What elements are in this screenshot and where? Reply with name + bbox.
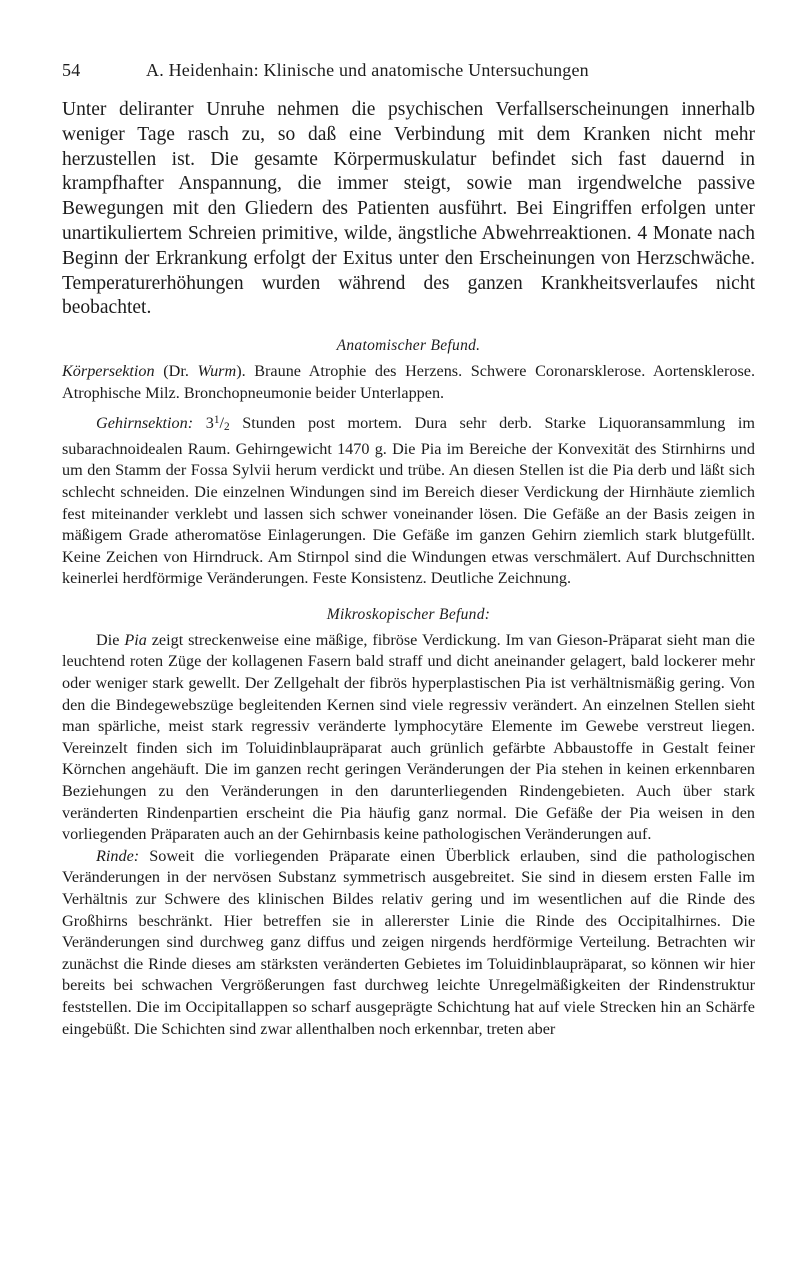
running-head [62,58,755,82]
brain-autopsy-label: Gehirnsektion: [96,414,194,433]
pia-term: Pia [124,630,147,649]
pia-pre: Die [96,630,125,649]
cortex-text: Soweit die vorliegenden Präparate einen Überblick erlauben, sind die pathologischen Veränderungen in der nervösen Substanz symmetrisch ausgebreitet. Sie sind in diesem ersten Falle im Verhältnis zur Schwere des klinischen Bildes relativ gering und im wesentlichen auf die Rinde des Großhirns beschränkt. Hier betreffen sie in allererster Linie die Rinde des Occipitalhirnes. Die Veränderungen sind durchweg ganz diffus und zeigen nirgends herdförmige Verteilung. Betrachten wir zunächst die Rinde dieses am stärksten veränderten Gebietes im Toluidinblaupräparat, so können wir hier bereits bei schwachen Vergrößerungen fast durchweg leichte Unregelmäßigkeiten der Rindenstruktur feststellen. Die im Occipitallappen so scharf ausgeprägte Schichtung hat auf viele Strecken hin an Schärfe eingebüßt. Die Schichten sind zwar allenthalben noch erkennbar, treten aber [62,846,755,1038]
brain-autopsy-hours-slash: / [219,414,224,433]
running-title: A. Heidenhain: Klinische und anatomische Untersuchungen [146,60,589,80]
clinical-course-paragraph: Unter deliranter Unruhe nehmen die psychischen Verfallserscheinungen innerhalb weniger Tage rasch zu, so daß eine Verbindung mit dem Kranken nicht mehr herzustellen ist. Die gesamte Körpermuskulatur befindet sich fast dauernd in krampfhafter Anspannung, die immer steigt, sowie man irgendwelche passive Bewegungen mit den Gliedern des Patienten ausführt. Bei Eingriffen erfolgen unter unartikuliertem Schreien primitive, wilde, ängstliche Abwehrreaktionen. 4 Monate nach Beginn der Erkrankung erfolgt der Exitus unter den Erscheinungen von Herzschwäche. Temperaturerhöhungen wurden während des ganzen Krankheitsverlaufes nicht beobachtet. [62,99,755,319]
pia-paragraph [62,630,755,846]
anatomical-findings-heading: Anatomischer Befund. [336,337,481,355]
page-number: 54 [62,60,81,80]
body-autopsy-paren: (Dr. [154,362,198,381]
book-page [62,58,755,1040]
brain-autopsy-text: Stunden post mortem. Dura sehr derb. Starke Liquoransammlung im subarachnoidealen Raum. Gehirngewicht 1470 g. Die Pia im Bereiche der Konvexität des Stirnhirns und um den Stamm der Fossa Sylvii herum verdickt und trübe. An diesen Stellen ist die Pia derb und läßt sich schlecht schneiden. Die einzelnen Windungen sind im Bereich dieser Verdickung der Hirnhäute ziemlich fest miteinander verklebt und lassen sich schwer voneinander lösen. Die Gefäße an der Basis zeigen in mäßigem Grade atheromatöse Einlagerungen. Die Gefäße im ganzen Gehirn ziemlich stark blutgefüllt. Keine Zeichen von Hirndruck. Am Stirnpol sind die Windungen etwas verschmälert. Auf Durchschnitten keinerlei herdförmige Veränderungen. Feste Konsistenz. Deutliche Zeichnung. [62,414,755,588]
anatomical-findings-section [62,361,755,590]
pia-text: zeigt streckenweise eine mäßige, fibröse Verdickung. Im van Gieson-Präparat sieht man die leuchtend roten Züge der kollagenen Fasern bald straff und dicht aneinander gelagert, bald lockerer mehr oder weniger stark gewellt. Der Zellgehalt der fibrös hyperplastischen Pia ist verhältnismäßig gering. Von den die Bindegewebszüge begleitenden Kernen sind viele regressiv verändert. An einzelnen Stellen sieht man spärliche, meist stark regressiv veränderte lymphocytäre Elemente im Gewebe verstreut liegen. Vereinzelt finden sich im Toluidinblaupräparat auch grünlich gefärbte Abbaustoffe in Gestalt feiner Körnchen angehäuft. Die im ganzen recht geringen Veränderungen der Pia stehen in keinen erkennbaren Beziehungen zu den Veränderungen in den darunterliegenden Rindengebieten. Auch über stark veränderten Rindenpartien erscheint die Pia häufig ganz normal. Die Gefäße der Pia weisen in den vorliegenden Präparaten auch an der Gehirnbasis keine pathologischen Veränderungen auf. [62,630,755,844]
brain-autopsy-paragraph [62,410,755,590]
microscopic-findings-section [62,630,755,1040]
brain-autopsy-hours-whole: 3 [193,414,214,433]
brain-autopsy-hours-numerator: 1 [213,414,220,427]
clinical-course-section [62,98,755,321]
body-autopsy-text: ). Braune Atrophie des Herzens. Schwere Coronarsklerose. Aortensklerose. Atrophische Milz. Bronchopneumonie beider Unterlappen. [62,362,756,402]
body-autopsy-paragraph [62,361,755,404]
body-autopsy-doctor: Wurm [197,362,237,381]
cortex-term: Rinde: [96,846,140,865]
body-autopsy-label: Körpersektion [62,362,155,381]
cortex-paragraph [62,846,755,1040]
brain-autopsy-hours-denominator: 2 [224,421,230,434]
microscopic-findings-heading: Mikroskopischer Befund: [326,605,491,623]
